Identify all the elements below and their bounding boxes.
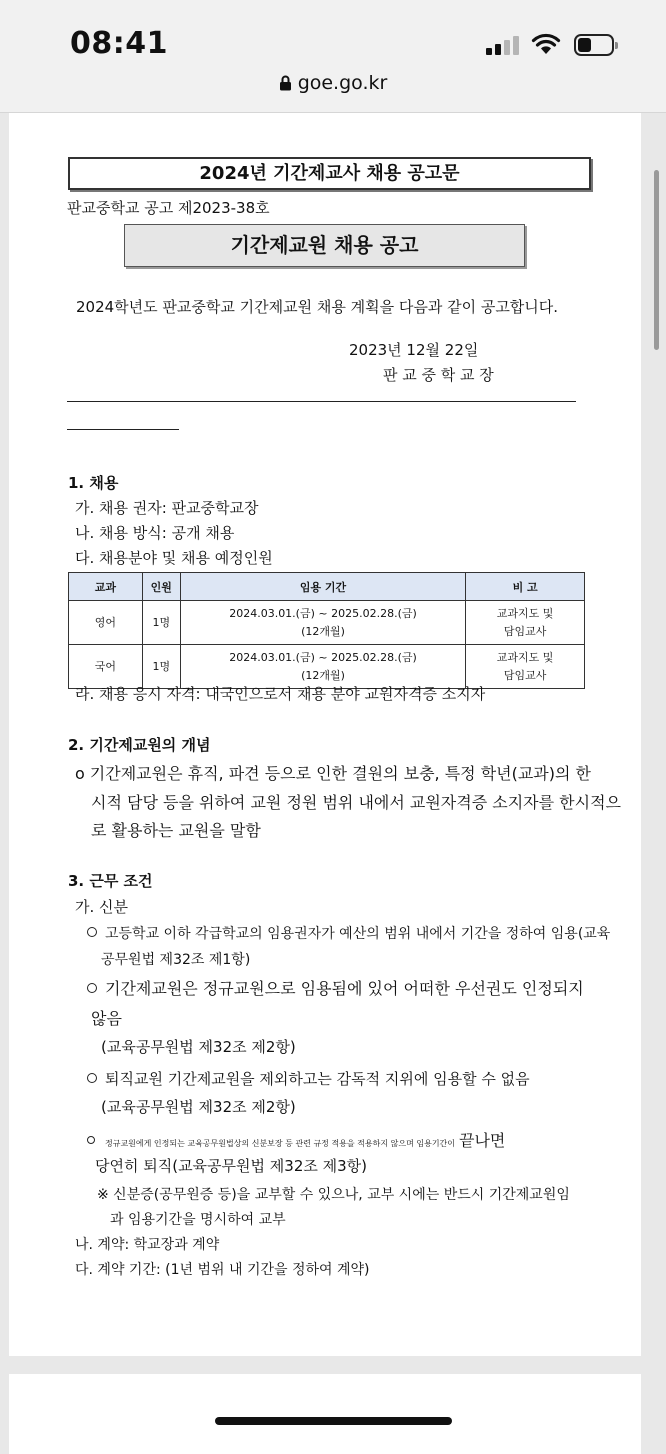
intro-text: 2024학년도 판교중학교 기간제교원 채용 계획을 다음과 같이 공고합니다. — [76, 298, 559, 316]
section3-item-b: 나. 계약: 학교장과 계약 — [75, 1237, 220, 1253]
note-cell — [466, 645, 585, 689]
table-row — [69, 645, 585, 689]
bullet-text: 퇴직교원 기간제교원을 제외하고는 감독적 지위에 임용할 수 없음 — [105, 1070, 530, 1088]
home-indicator[interactable] — [215, 1417, 452, 1425]
status-bullet-2 — [87, 976, 584, 999]
section2-text: 기간제교원은 휴직, 파견 등으로 인한 결원의 보충, 특정 학년(교과)의 한 — [89, 764, 591, 783]
count-cell: 1명 — [142, 645, 180, 689]
subject-cell: 국어 — [69, 645, 143, 689]
section3-item-a: 가. 신분 — [75, 898, 129, 916]
principal-signature: 판 교 중 학 교 장 — [383, 366, 494, 384]
id-card-note: ※ 신분증(공무원증 등)을 교부할 수 있으나, 교부 시에는 반드시 기간제교원임 — [97, 1187, 570, 1203]
browser-top-bar — [0, 0, 666, 113]
table-header: 교과 — [69, 573, 143, 601]
bullet-text: 기간제교원은 정규교원으로 임용됨에 있어 어떠한 우선권도 인정되지 — [105, 979, 584, 998]
status-bullet-3 — [87, 1068, 530, 1089]
section2-line2: 시적 담당 등을 위하여 교원 정원 범위 내에서 교원자격증 소지자를 한시적으 — [91, 793, 621, 812]
circle-bullet-icon — [87, 927, 97, 937]
doc-title: 2024년 기간제교사 채용 공고문 — [68, 157, 591, 190]
bullet-text: 고등학교 이하 각급학교의 임용권자가 예산의 범위 내에서 기간을 정하여 임용(교육 — [105, 926, 611, 942]
wifi-icon — [531, 32, 561, 56]
table-header-row — [69, 573, 585, 601]
divider — [67, 401, 576, 402]
table-header: 인원 — [142, 573, 180, 601]
months-text: (12개월) — [301, 624, 345, 638]
table-header: 비 고 — [466, 573, 585, 601]
period-text: 2024.03.01.(금) ~ 2025.02.28.(금) — [229, 650, 417, 664]
bullet-small-text: 정규교원에게 인정되는 교육공무원법상의 신분보장 등 관련 규정 적용을 적용하지 않으며 임용기간이 — [105, 1139, 456, 1148]
issue-date: 2023년 12월 22일 — [349, 341, 479, 359]
section1-item-a: 가. 채용 권자: 판교중학교장 — [75, 499, 259, 517]
status-bullet-4-cont: 당연히 퇴직(교육공무원법 제32조 제3항) — [95, 1157, 367, 1175]
status-bullet-2-law: (교육공무원법 제32조 제2항) — [101, 1038, 296, 1056]
period-text: 2024.03.01.(금) ~ 2025.02.28.(금) — [229, 606, 417, 620]
doc-subtitle: 기간제교원 채용 공고 — [124, 224, 525, 267]
circle-bullet-icon — [87, 983, 97, 993]
url-text: goe.go.kr — [297, 72, 388, 94]
address-bar[interactable] — [0, 72, 666, 94]
status-bullet-4 — [87, 1128, 505, 1151]
next-document-page — [9, 1374, 641, 1454]
period-cell — [180, 645, 465, 689]
note-text: 담임교사 — [503, 668, 547, 682]
subject-cell: 영어 — [69, 601, 143, 645]
section3-heading: 3. 근무 조건 — [68, 872, 153, 890]
note-text: 교과지도 및 — [496, 606, 554, 620]
divider-short — [67, 429, 179, 430]
lock-icon — [279, 75, 292, 91]
bullet-mark: o — [75, 764, 85, 783]
circle-bullet-icon — [87, 1073, 97, 1083]
battery-icon — [574, 34, 614, 56]
period-cell — [180, 601, 465, 645]
status-bullet-2-cont: 않음 — [91, 1009, 122, 1028]
section1-item-b: 나. 채용 방식: 공개 채용 — [75, 524, 235, 542]
section2-line3: 로 활용하는 교원을 말함 — [91, 821, 261, 840]
status-bullet-3-law: (교육공무원법 제32조 제2항) — [101, 1098, 296, 1116]
document-page — [9, 113, 641, 1356]
table-row — [69, 601, 585, 645]
note-text: 담임교사 — [503, 624, 547, 638]
bullet-text: 끝나면 — [459, 1131, 506, 1150]
status-bullet-1 — [87, 923, 611, 943]
scrollbar-thumb[interactable] — [654, 170, 659, 350]
months-text: (12개월) — [301, 668, 345, 682]
notice-number: 판교중학교 공고 제2023-38호 — [67, 199, 270, 217]
section2-heading: 2. 기간제교원의 개념 — [68, 736, 211, 754]
circle-bullet-icon — [87, 1136, 95, 1144]
note-cell — [466, 601, 585, 645]
section1-item-d: 라. 채용 응시 자격: 내국인으로서 채용 분야 교원자격증 소지자 — [75, 685, 486, 703]
count-cell: 1명 — [142, 601, 180, 645]
cellular-signal-icon — [486, 35, 522, 55]
table-header: 임용 기간 — [180, 573, 465, 601]
section3-item-c: 다. 계약 기간: (1년 범위 내 기간을 정하여 계약) — [75, 1262, 370, 1278]
recruitment-table — [68, 572, 585, 689]
section1-item-c: 다. 채용분야 및 채용 예정인원 — [75, 549, 273, 567]
status-bullet-1-cont: 공무원법 제32조 제1항) — [101, 952, 251, 968]
id-card-note-cont: 과 임용기간을 명시하여 교부 — [110, 1212, 286, 1228]
status-time: 08:41 — [70, 26, 168, 61]
note-text: 교과지도 및 — [496, 650, 554, 664]
section2-line1 — [75, 761, 591, 784]
section1-heading: 1. 채용 — [68, 474, 119, 492]
